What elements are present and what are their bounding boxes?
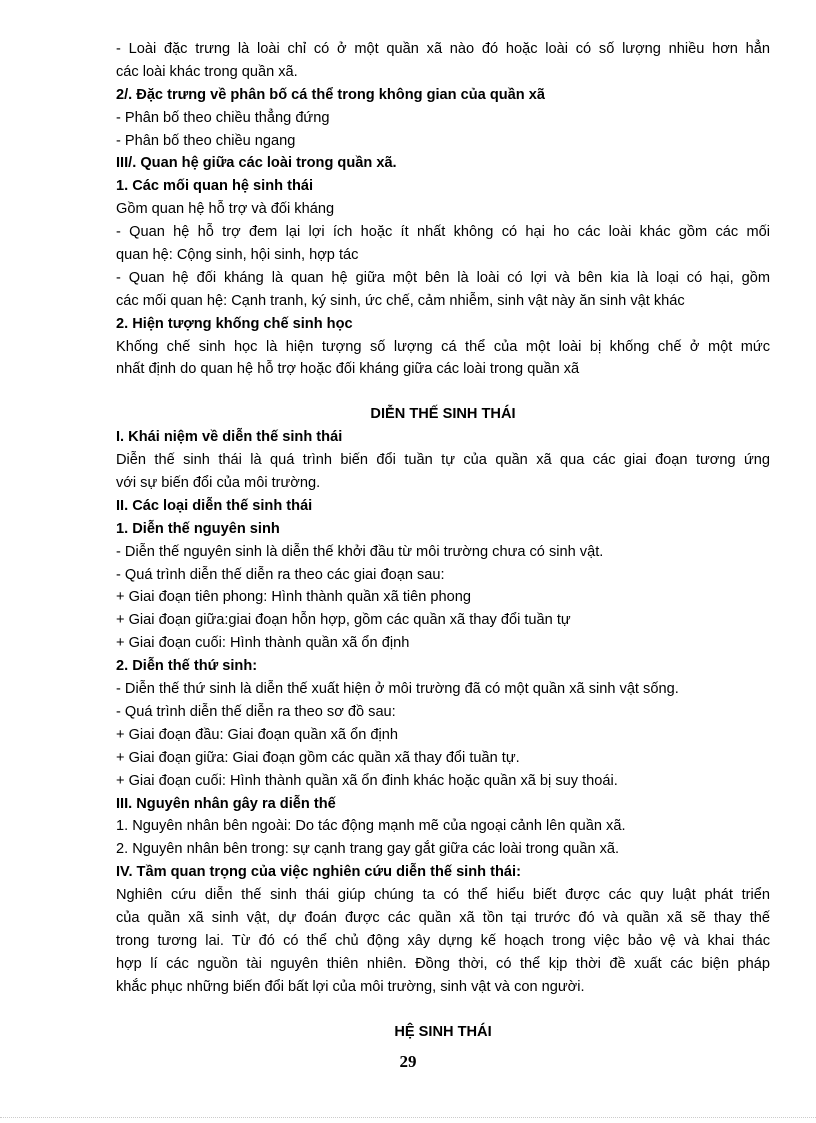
list-item: 2. Nguyên nhân bên trong: sự cạnh trang gay gắt giữa các loài trong quần xã. [116, 841, 620, 858]
list-item: - Phân bố theo chiều thẳng đứng [116, 109, 330, 126]
subsection-heading: 2. Hiện tượng khống chế sinh học [116, 315, 353, 332]
list-item: + Giai đoạn tiên phong: Hình thành quần xã tiên phong [116, 589, 471, 606]
paragraph-line: - Quan hệ đối kháng là quan hệ giữa một bên là loài có lợi và bên kia là loại có hại, gồm [116, 269, 770, 286]
paragraph-line: Nghiên cứu diễn thế sinh thái giúp chúng ta có thể hiểu biết được các quy luật phát triển [116, 887, 770, 904]
list-item: + Giai đoạn đầu: Giai đoạn quần xã ổn định [116, 726, 398, 743]
paragraph-line: các mối quan hệ: Cạnh tranh, ký sinh, ức chế, cảm nhiễm, sinh vật này ăn sinh vật khác [116, 292, 685, 309]
list-item: + Giai đoạn cuối: Hình thành quần xã ổn định [116, 635, 410, 652]
list-item: - Quá trình diễn thế diễn ra theo các giai đoạn sau: [116, 566, 445, 583]
page-edge-divider [0, 1117, 816, 1118]
list-item: - Quá trình diễn thế diễn ra theo sơ đồ sau: [116, 703, 396, 720]
list-item: - Phân bố theo chiều ngang [116, 132, 296, 149]
section-heading: IV. Tầm quan trọng của việc nghiên cứu diễn thế sinh thái: [116, 864, 521, 881]
paragraph-line: Khống chế sinh học là hiện tượng số lượng cá thể của một loài bị khống chế ở một mức [116, 338, 770, 355]
paragraph-line: trong tương lai. Từ đó có thể chủ động xây dựng kế hoạch trong việc bảo vệ và khai thác [116, 932, 770, 949]
section-heading: II. Các loại diễn thế sinh thái [116, 497, 313, 514]
chapter-title: HỆ SINH THÁI [394, 1023, 492, 1040]
page-number: 29 [399, 1052, 417, 1071]
paragraph-line: hợp lí các nguồn tài nguyên thiên nhiên. Đồng thời, có thể kịp thời đề xuất các biện pháp [116, 955, 770, 972]
chapter-title: DIỄN THẾ SINH THÁI [370, 406, 516, 423]
paragraph-line: - Loài đặc trưng là loài chỉ có ở một quần xã nào đó hoặc loài có số lượng nhiều hơn hẳn [116, 41, 770, 57]
list-item: + Giai đoạn giữa:giai đoạn hỗn hợp, gồm các quần xã thay đổi tuần tự [116, 612, 571, 629]
section-heading: III/. Quan hệ giữa các loài trong quần xã. [116, 155, 397, 172]
list-item: - Diễn thế thứ sinh là diễn thế xuất hiện ở môi trường đã có một quần xã sinh vật sống. [116, 681, 679, 698]
subsection-heading: 1. Các mối quan hệ sinh thái [116, 178, 314, 195]
list-item: + Giai đoạn cuối: Hình thành quần xã ổn đinh khác hoặc quần xã bị suy thoái. [116, 772, 618, 789]
document-body [116, 38, 770, 1043]
section-heading: III. Nguyên nhân gây ra diễn thế [116, 795, 336, 812]
paragraph-line: khắc phục những biến đổi bất lợi của môi trường, sinh vật và con người. [116, 978, 585, 995]
paragraph-line: các loài khác trong quần xã. [116, 63, 298, 80]
subsection-heading: 1. Diễn thế nguyên sinh [116, 520, 280, 537]
section-heading: I. Khái niệm về diễn thế sinh thái [116, 429, 343, 446]
paragraph-line: nhất định do quan hệ hỗ trợ hoặc đối kháng giữa các loài trong quần xã [116, 361, 580, 378]
paragraph-line: quan hệ: Cộng sinh, hội sinh, hợp tác [116, 247, 359, 264]
section-heading: 2/. Đặc trưng về phân bố cá thể trong không gian của quần xã [116, 86, 545, 103]
paragraph-line: Gồm quan hệ hỗ trợ và đối kháng [116, 201, 335, 218]
list-item: 1. Nguyên nhân bên ngoài: Do tác động mạnh mẽ của ngoại cảnh lên quần xã. [116, 818, 626, 835]
paragraph-line: với sự biến đổi của môi trường. [116, 475, 321, 492]
list-item: - Diễn thế nguyên sinh là diễn thế khởi đầu từ môi trường chưa có sinh vật. [116, 543, 604, 560]
paragraph-line: - Quan hệ hỗ trợ đem lại lợi ích hoặc ít nhất không có hại ho các loài khác gồm các mối [116, 224, 770, 241]
paragraph-line: Diễn thế sinh thái là quá trình biến đổi tuần tự của quần xã qua các giai đoạn tương ứng [116, 452, 770, 469]
list-item: + Giai đoạn giữa: Giai đoạn gồm các quần xã thay đổi tuần tự. [116, 749, 520, 766]
subsection-heading: 2. Diễn thế thứ sinh: [116, 658, 258, 675]
paragraph-line: của quần xã sinh vật, dự đoán được các quần xã tồn tại trước đó và quần xã sẽ thay thế [116, 909, 770, 926]
